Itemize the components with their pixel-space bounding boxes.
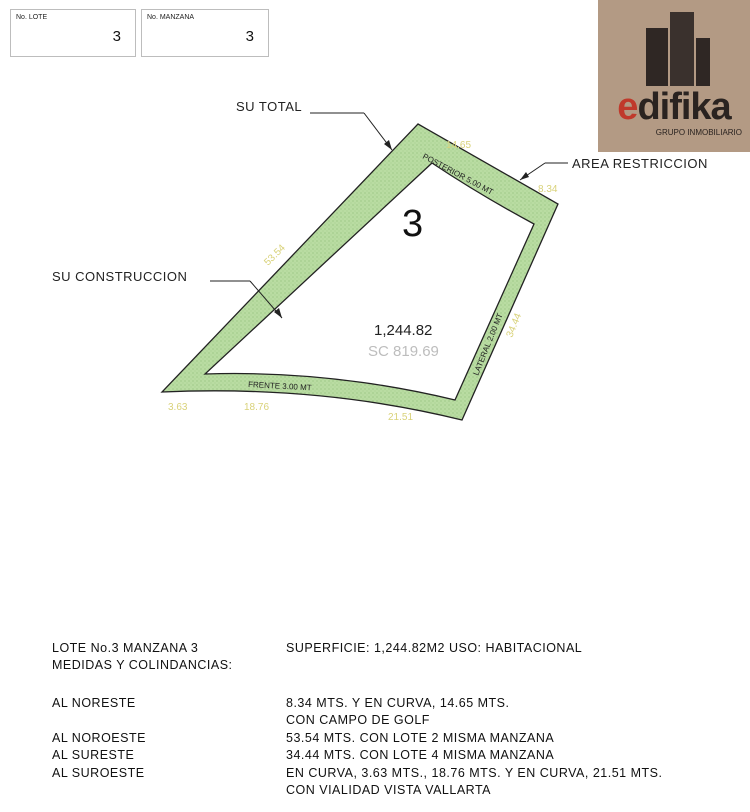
note-desc: 34.44 MTS. CON LOTE 4 MISMA MANZANA (286, 748, 555, 762)
su-total-label: SU TOTAL (236, 99, 303, 114)
lateral-setback: LATERAL 2.00 MT (471, 311, 505, 377)
dim-bottom-mid: 18.76 (244, 402, 270, 413)
notes-subtitle: MEDIDAS Y COLINDANCIAS: (52, 658, 233, 672)
dim-top-right: 8.34 (538, 184, 558, 195)
note-dir: AL SUROESTE (52, 766, 145, 780)
lote-value: 3 (112, 28, 121, 45)
notes-superficie: SUPERFICIE: 1,244.82M2 USO: HABITACIONAL (286, 641, 583, 655)
posterior-setback: POSTERIOR 5.00 MT (421, 151, 495, 197)
note-desc: 53.54 MTS. CON LOTE 2 MISMA MANZANA (286, 731, 555, 745)
manzana-value: 3 (245, 28, 254, 45)
area-restriccion-label: AREA RESTRICCION (572, 156, 708, 171)
dim-bottom-left: 3.63 (168, 402, 188, 413)
notes-title: LOTE No.3 MANZANA 3 (52, 641, 199, 655)
logo-subtitle: GRUPO INMOBILIARIO (655, 128, 742, 137)
su-construccion-label: SU CONSTRUCCION (52, 269, 188, 284)
note-desc: CON CAMPO DE GOLF (286, 713, 430, 727)
note-desc: 8.34 MTS. Y EN CURVA, 14.65 MTS. (286, 696, 510, 710)
dim-bottom-right: 21.51 (388, 412, 414, 423)
note-desc: CON VIALIDAD VISTA VALLARTA (286, 783, 491, 797)
logo-brand: edifika (617, 86, 731, 128)
restriction-area (162, 124, 558, 420)
note-dir: AL NORESTE (52, 696, 136, 710)
note-desc: EN CURVA, 3.63 MTS., 18.76 MTS. Y EN CURVA, 21.51 MTS. (286, 766, 663, 780)
manzana-label: No. MANZANA (147, 14, 195, 21)
note-row (52, 766, 663, 782)
area-total: 1,244.82 (374, 322, 433, 339)
note-row (52, 748, 555, 764)
frente-setback: FRENTE 3.00 MT (247, 380, 312, 393)
restriccion-arrowhead (520, 172, 529, 180)
dim-top: 14.65 (446, 140, 472, 151)
note-dir: AL SURESTE (52, 748, 135, 762)
dim-right: 34.44 (504, 311, 525, 340)
note-row (52, 696, 510, 712)
area-construction: SC 819.69 (368, 343, 439, 360)
lote-label: No. LOTE (16, 14, 48, 21)
notes-title-row (52, 641, 583, 657)
note-row (52, 731, 555, 747)
dim-left: 53.54 (262, 242, 288, 269)
lot-number: 3 (402, 203, 424, 245)
note-dir: AL NOROESTE (52, 731, 146, 745)
